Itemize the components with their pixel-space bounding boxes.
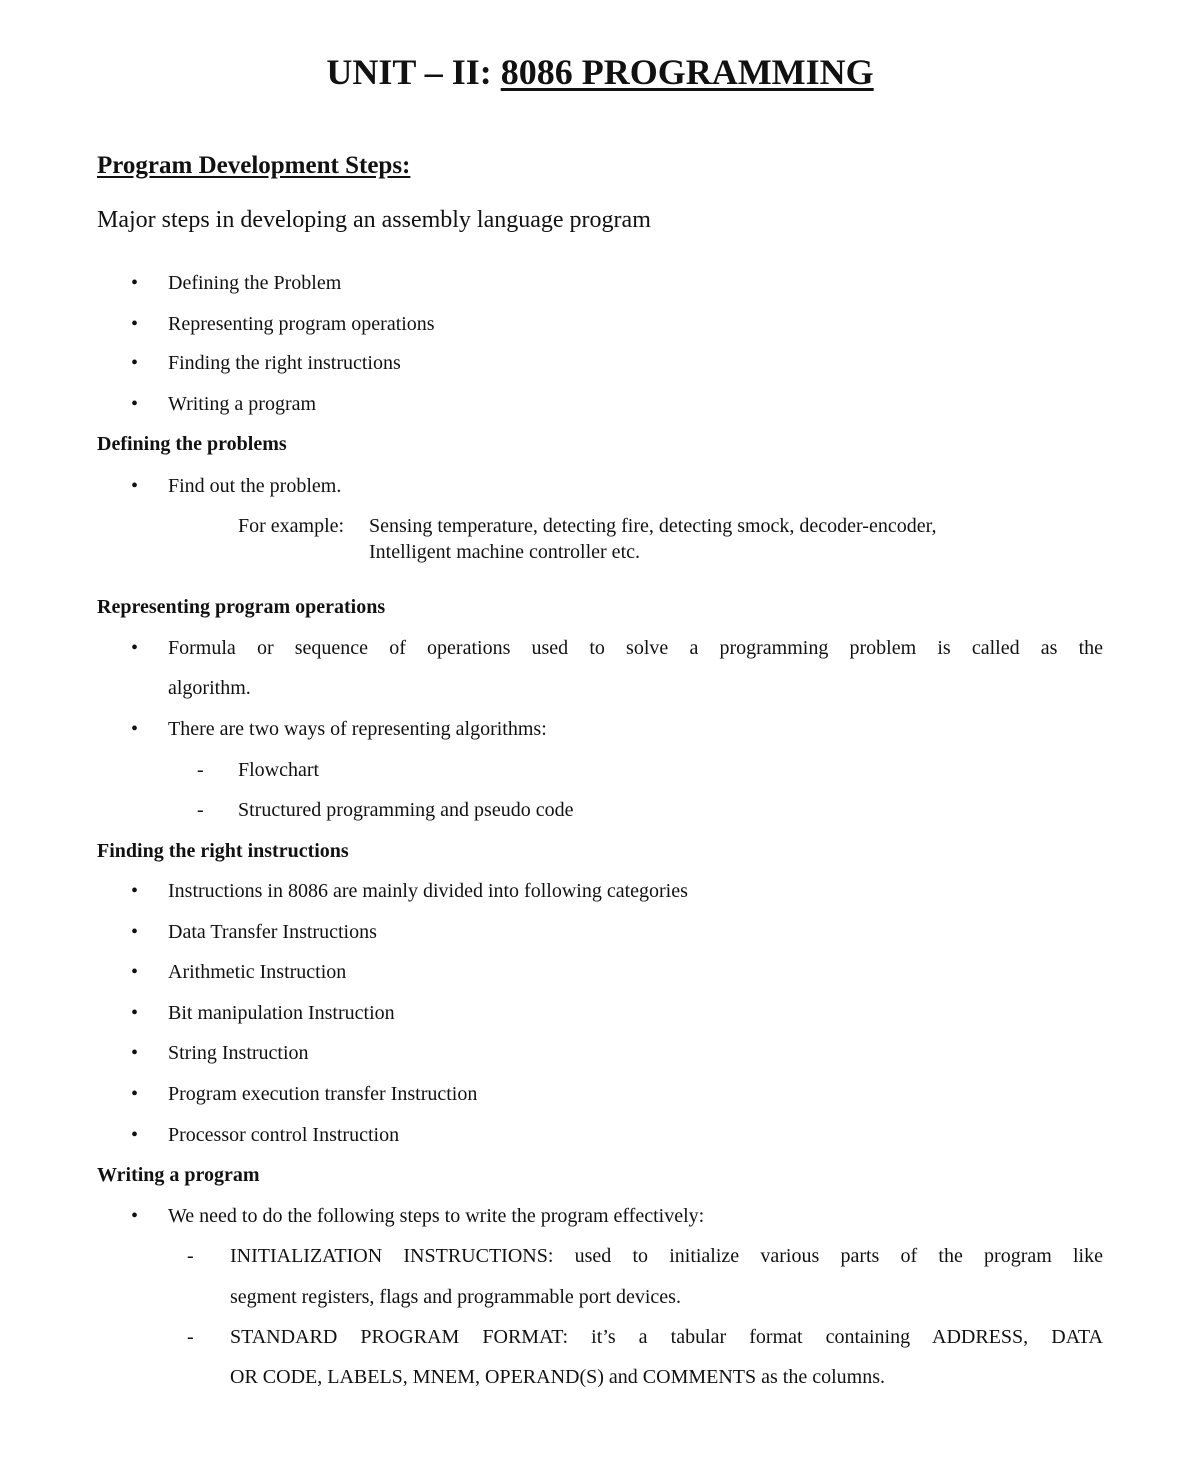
bullet-symbol: • [131, 921, 139, 943]
list-item: Bit manipulation Instruction [168, 1002, 395, 1024]
title-underlined: 8086 PROGRAMMING [500, 52, 874, 92]
bullet-symbol: • [131, 272, 139, 294]
bullet-symbol: • [131, 961, 139, 983]
sub-list-item: Flowchart [238, 759, 320, 781]
sub-list-item: STANDARD PROGRAM FORMAT: it’s a tabular format containing ADDRESS, DATA [230, 1326, 1103, 1348]
list-item: Processor control Instruction [168, 1124, 400, 1146]
list-item: Data Transfer Instructions [168, 921, 377, 943]
list-item: Defining the Problem [168, 272, 342, 294]
bullet-symbol: • [131, 880, 139, 902]
list-item: String Instruction [168, 1042, 309, 1064]
section-heading: Program Development Steps: [97, 152, 411, 179]
sub-list-item: INITIALIZATION INSTRUCTIONS: used to initialize various parts of the program like [230, 1245, 1103, 1267]
dash-symbol: - [187, 1245, 194, 1267]
page-title [0, 52, 1200, 92]
bullet-symbol: • [131, 352, 139, 374]
list-item: Writing a program [168, 393, 317, 415]
list-item-continued: algorithm. [168, 677, 251, 699]
heading-writing: Writing a program [97, 1164, 260, 1186]
heading-representing: Representing program operations [97, 596, 386, 618]
list-item: Representing program operations [168, 313, 435, 335]
dash-symbol: - [197, 759, 204, 781]
list-item: Formula or sequence of operations used to solve a programming problem is called as the [168, 637, 1103, 659]
list-item: Arithmetic Instruction [168, 961, 347, 983]
bullet-symbol: • [131, 393, 139, 415]
example-text: Intelligent machine controller etc. [369, 541, 640, 563]
bullet-symbol: • [131, 1042, 139, 1064]
sub-list-item-continued: segment registers, flags and programmable port devices. [230, 1286, 681, 1308]
bullet-symbol: • [131, 1124, 139, 1146]
dash-symbol: - [187, 1326, 194, 1348]
heading-defining: Defining the problems [97, 433, 287, 455]
list-item: Finding the right instructions [168, 352, 401, 374]
bullet-symbol: • [131, 718, 139, 740]
example-label: For example: [238, 515, 345, 537]
sub-list-item-continued: OR CODE, LABELS, MNEM, OPERAND(S) and COMMENTS as the columns. [230, 1366, 885, 1388]
sub-list-item: Structured programming and pseudo code [238, 799, 574, 821]
bullet-symbol: • [131, 475, 139, 497]
bullet-symbol: • [131, 313, 139, 335]
example-text: Sensing temperature, detecting fire, detecting smock, decoder-encoder, [369, 515, 937, 537]
bullet-symbol: • [131, 1002, 139, 1024]
list-item: Program execution transfer Instruction [168, 1083, 478, 1105]
bullet-symbol: • [131, 637, 139, 659]
bullet-symbol: • [131, 1083, 139, 1105]
list-item: Instructions in 8086 are mainly divided into following categories [168, 880, 688, 902]
list-item: We need to do the following steps to write the program effectively: [168, 1205, 705, 1227]
heading-finding: Finding the right instructions [97, 840, 349, 862]
bullet-symbol: • [131, 1205, 139, 1227]
list-item: Find out the problem. [168, 475, 342, 497]
dash-symbol: - [197, 799, 204, 821]
intro-text: Major steps in developing an assembly language program [97, 207, 651, 233]
list-item: There are two ways of representing algorithms: [168, 718, 547, 740]
title-prefix: UNIT – II: [326, 52, 501, 92]
